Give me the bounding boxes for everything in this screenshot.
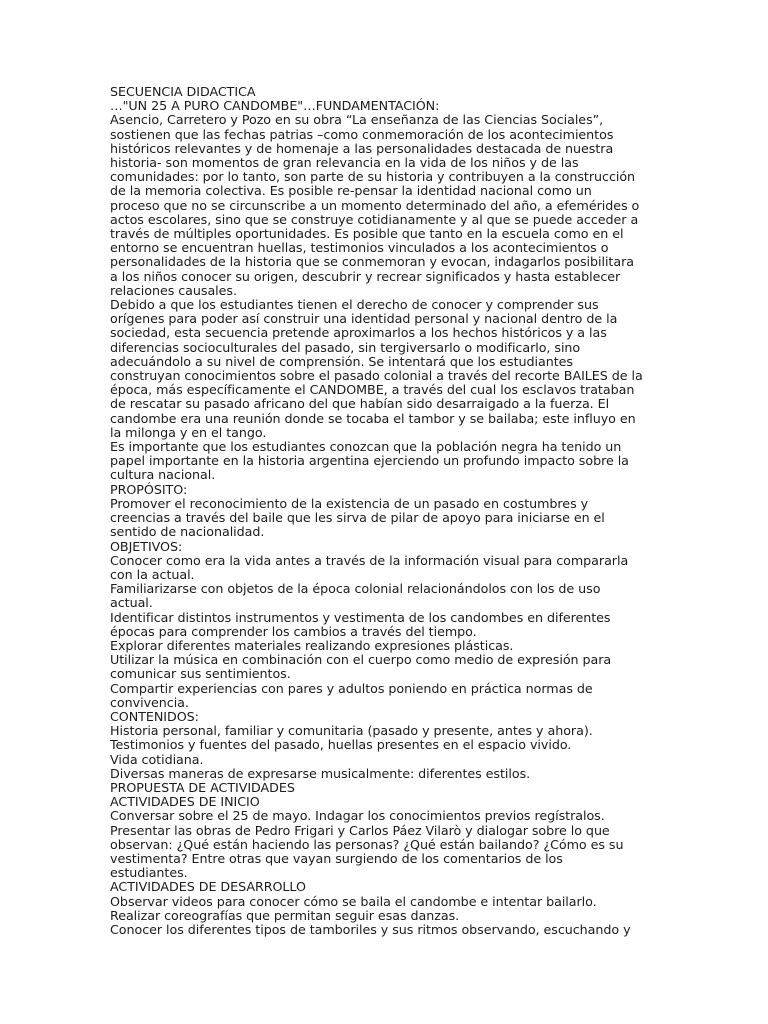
proposito-paragraph: Promover el reconocimiento de la existencia de un pasado en costumbres y creencias a través del baile que les sirva de pilar de apoyo para iniciarse en el sentido de nacionalidad. <box>110 495 605 540</box>
objetivos-heading: OBJETIVOS: <box>110 538 183 554</box>
document-page <box>110 85 670 937</box>
desarrollo-item: Conocer los diferentes tipos de tamboriles y sus ritmos observando, escuchando y <box>110 921 631 937</box>
objetivo-item: Identificar distintos instrumentos y vestimenta de los candombes en diferentes épocas para comprender los cambios a través del tiempo. <box>110 609 611 639</box>
contenidos-heading: CONTENIDOS: <box>110 708 199 724</box>
objetivo-item: Compartir experiencias con pares y adultos poniendo en práctica normas de convivencia. <box>110 680 593 710</box>
contenido-item: Vida cotidiana. <box>110 751 204 767</box>
propuesta-heading: PROPUESTA DE ACTIVIDADES <box>110 779 295 795</box>
fundamentacion-paragraph: Es importante que los estudiantes conozcan que la población negra ha tenido un papel importante en la historia argentina ejerciendo un profundo impacto sobre la cultura nacional. <box>110 439 629 483</box>
objetivo-item: Utilizar la música en combinación con el cuerpo como medio de expresión para comunicar sus sentimientos. <box>110 652 612 682</box>
inicio-item: Conversar sobre el 25 de mayo. Indagar los conocimientos previos regístralos. <box>110 808 605 824</box>
desarrollo-heading: ACTIVIDADES DE DESARROLLO <box>110 879 306 895</box>
fundamentacion-paragraph: Asencio, Carretero y Pozo en su obra “La enseñanza de las Ciencias Sociales”, sostienen que las fechas patrias –como conmemoración de los acontecimientos históricos relevantes y de homenaje a las personalidades destacada de nuestra historia- son momentos de gran relevancia en la vida de los niños y de las comunidades: por lo tanto, son parte de su historia y contribuyen a la construcción de la memoria colectiva. Es posible re-pensar la identidad nacional como un proceso que no se circunscribe a un momento determinado del año, a efemérides o actos escolares, sino que se construye cotidianamente y al que se puede acceder a través de múltiples oportunidades. Es posible que tanto en la escuela como en el entorno se encuentran huellas, testimonios vinculados a los acontecimientos o personalidades de la historia que se conmemoran y evocan, indagarlos posibilitara a los niños conocer su origen, descubrir y recrear significados y hasta establecer relaciones causales. <box>110 112 640 298</box>
inicio-item: Presentar las obras de Pedro Frigari y Carlos Páez Vilarò y dialogar sobre lo que observan: ¿Qué están haciendo las personas? ¿Qué están bailando? ¿Cómo es su vestimenta? Entre otras que vayan surgiendo de los comentarios de los estudiantes. <box>110 822 624 881</box>
objetivo-item: Conocer como era la vida antes a través de la información visual para compararla con la actual. <box>110 552 629 582</box>
inicio-heading: ACTIVIDADES DE INICIO <box>110 794 260 810</box>
desarrollo-item: Observar videos para conocer cómo se baila el candombe e intentar bailarlo. <box>110 893 597 909</box>
proposito-heading: PROPÓSITO: <box>110 481 188 497</box>
contenido-item: Testimonios y fuentes del pasado, huellas presentes en el espacio vivido. <box>110 737 572 753</box>
contenido-item: Diversas maneras de expresarse musicalmente: diferentes estilos. <box>110 765 531 781</box>
document-title: SECUENCIA DIDACTICA <box>110 84 256 99</box>
desarrollo-item: Realizar coreografías que permitan seguir esas danzas. <box>110 907 460 923</box>
objetivo-item: Explorar diferentes materiales realizando expresiones plásticas. <box>110 637 514 653</box>
objetivo-item: Familiarizarse con objetos de la época colonial relacionándolos con los de uso actual. <box>110 581 601 611</box>
contenido-item: Historia personal, familiar y comunitaria (pasado y presente, antes y ahora). <box>110 723 593 739</box>
fundamentacion-paragraph: Debido a que los estudiantes tienen el derecho de conocer y comprender sus orígenes para poder así construir una identidad personal y nacional dentro de la sociedad, esta secuencia pretende aproximarlos a los hechos históricos y a las diferencias socioculturales del pasado, sin tergiversarlo o modificarlo, sino adecuándolo a su nivel de comprensión. Se intentará que los estudiantes construyan conocimientos sobre el pasado colonial a través del recorte BAILES de la época, más específicamente el CANDOMBE, a través del cual los esclavos trataban de rescatar su pasado africano del que habían sido desarraigado a la fuerza. El candombe era una reunión donde se tocaba el tambor y se bailaba; este influyo en la milonga y en el tango. <box>110 297 643 440</box>
document-subtitle: …"UN 25 A PURO CANDOMBE"…FUNDAMENTACIÓN: <box>110 98 440 114</box>
